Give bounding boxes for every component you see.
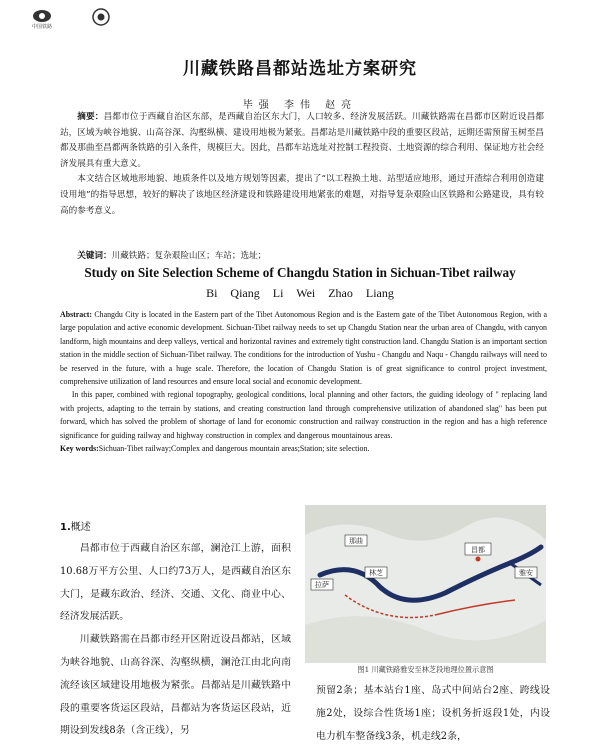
keywords-cn-label: 关键词： <box>77 251 112 261</box>
authors-en: Bi Qiang Li Wei Zhao Liang <box>206 286 394 300</box>
station-marker <box>476 557 481 562</box>
map-label-yaan: 雅安 <box>519 569 533 577</box>
map-label-lhasa: 拉萨 <box>315 581 329 589</box>
map-label-linzhi: 林芝 <box>369 569 383 577</box>
abstract-cn-label: 摘要： <box>77 112 104 122</box>
abstract-cn <box>60 110 544 219</box>
body-paragraph-1: 昌都市位于西藏自治区东部，澜沧江上游，面积10.68万平方公里、人口约73万人，是西藏自治区东大门，是藏东政治、经济、交通、文化、商业中心、经济发展活跃。 <box>60 543 291 623</box>
journal-logo <box>22 8 62 30</box>
abstract-en-label: Abstract: <box>60 310 92 319</box>
figure-caption: 图1 川藏铁路雅安至林芝段地理位置示意图 <box>357 665 494 674</box>
abstract-cn-para2: 本文结合区域地形地貌、地质条件以及地方规划等因素，提出了“以工程换土地、站型适应地形，通过开渣综合利用创造建设用地”的指导思想，较好的解决了该地区经济建设和铁路建设用地紧张的难题，对指导复杂艰险山区铁路和公路建设，具有较高的参考意义。 <box>60 174 544 216</box>
keywords-cn-text: 川藏铁路；复杂艰险山区；车站；选址； <box>111 251 267 261</box>
section-title: 概述 <box>70 522 91 533</box>
paper-title-en: Study on Site Selection Scheme of Changdu Station in Sichuan-Tibet railway <box>84 265 516 280</box>
route-map-figure <box>305 505 546 663</box>
abstract-en <box>60 308 547 455</box>
railway-emblem-icon <box>92 8 110 26</box>
map-label-changdu: 昌都 <box>471 546 485 554</box>
paper-title: 川藏铁路昌都站选址方案研究 <box>183 59 417 79</box>
section-heading <box>60 518 91 533</box>
abstract-en-para2: In this paper, combined with regional topography, geological conditions, local planning and other factors, the guiding ideology of " replacing land with projects, adapting to the terrain by stations, and creating construction land through comprehensive utilization of abandoned slag" has been put forward, which has solved the problem of shortage of land for economic construction and railway construction in the region and has a high reference significance for guiding railway and highway construction in complex and dangerous mountainous areas. <box>60 390 547 440</box>
keywords-en-text: Sichuan-Tibet railway;Complex and dangerous mountain areas;Station; site selection. <box>98 444 370 454</box>
body-column-left <box>60 538 291 743</box>
abstract-cn-text: 昌都市位于西藏自治区东部，是西藏自治区东大门，人口较多、经济发展活跃。川藏铁路需在昌都市区附近设昌都站，区域为峡谷地貌、山高谷深、沟壑纵横、建设用地极为紧张。昌都站是川藏铁路中段的重要区段站，远期还需预留玉树至昌都及那曲至昌都两条铁路的引入条件，规模巨大。因此，昌都车站选址对控制工程投资、土地资源的综合利用、保证地方社会经济发展具有重大意义。 <box>60 112 544 169</box>
keywords-cn <box>60 249 544 263</box>
section-number: 1. <box>60 522 71 533</box>
authors-cn: 毕强 李伟 赵亮 <box>242 100 358 111</box>
body-paragraph-2: 川藏铁路需在昌都市经开区附近设昌都站，区域为峡谷地貌、山高谷深、沟壑纵横，澜沧江由北向南流经该区域建设用地极为紧张。昌都站是川藏铁路中段的重要客货运区段站，昌都站为客货运区段站，近期设到发线8条（含正线），另 <box>60 634 291 737</box>
abstract-en-text: Changdu City is located in the Eastern part of the Tibet Autonomous Region and is the Eastern gate of the Tibet Autonomous Region, with a large population and active economic development. Sichuan-Tibet railway needs to set up Changdu Station near the urban area of Changdu, with canyon landform, high mountains and deep valleys, vertical and horizontal ravines and extremely tight construction land. Changdu Station is an important section station in the middle section of Sichuan-Tibet railway. The conditions for the introduction of Yushu - Changdu and Naqu - Changdu railways will need to be reserved in the future, with a huge scale. Therefore, the location of Changdu Station is of great significance to control project investment, comprehensive utilization of land resources and ensure local social and economic development. <box>60 310 547 387</box>
body-column-right <box>316 680 550 748</box>
map-label-naqu: 那曲 <box>349 537 363 545</box>
journal-logo-label: 中国铁路 <box>31 24 53 30</box>
keywords-en-label: Key words: <box>60 444 99 454</box>
body-paragraph-right: 预留2条；基本站台1座、岛式中间站台2座、跨线设施2处，设综合性货场1座；设机务折返段1处，内设电力机车整备线3条，机走线2条， <box>316 685 550 742</box>
